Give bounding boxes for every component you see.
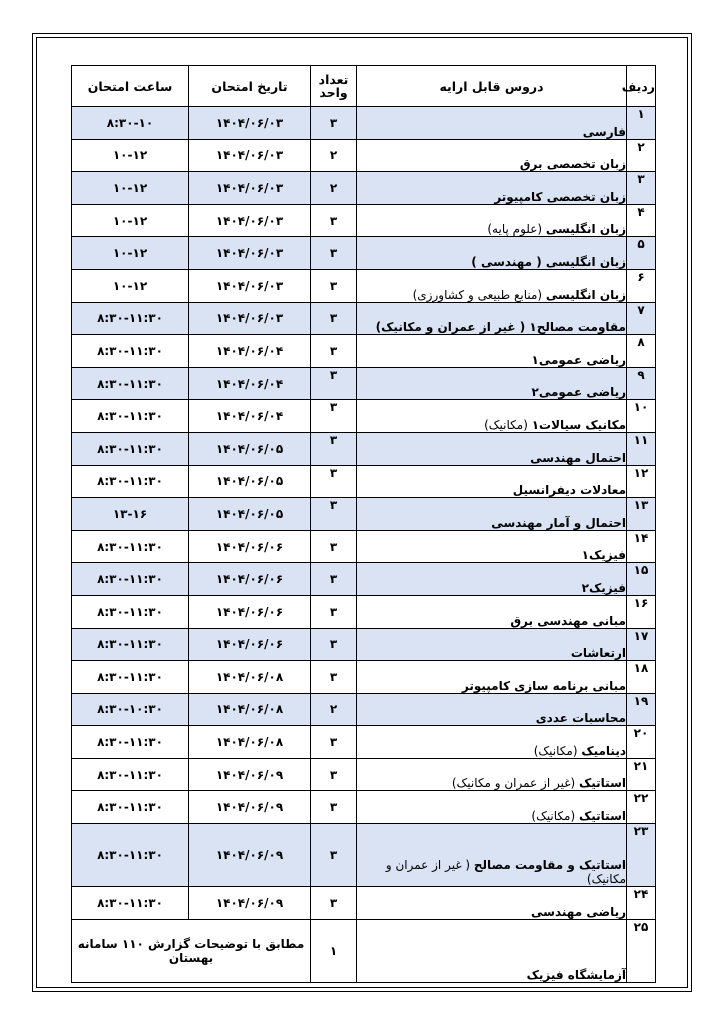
exam-time: ۸:۳۰-۱۱:۳۰ — [72, 335, 189, 368]
course-units: ۳ — [311, 204, 357, 237]
course-units: ۳ — [311, 661, 357, 694]
course-qualifier: (منابع طبیعی و کشاورزی) — [412, 287, 546, 302]
course-title: زبان تخصصی کامپیوتر — [494, 189, 626, 204]
course-qualifier: (علوم پایه) — [487, 222, 546, 237]
course-units: ۳ — [311, 498, 357, 531]
exam-time: ۸:۳۰-۱۱:۳۰ — [72, 824, 189, 887]
course-title: ارتعاشات — [570, 646, 626, 661]
table-row — [72, 726, 656, 759]
exam-time: ۸:۳۰-۱۱:۳۰ — [72, 563, 189, 596]
course-title: معادلات دیفرانسیل — [512, 483, 626, 498]
exam-time: ۱۰-۱۲ — [72, 269, 189, 302]
exam-time: ۸:۳۰-۱۰ — [72, 107, 189, 140]
exam-time: ۸:۳۰-۱۱:۳۰ — [72, 595, 189, 628]
exam-date: ۱۴۰۴/۰۶/۰۶ — [189, 563, 311, 596]
course-title: ریاضی عمومی۲ — [531, 385, 626, 400]
exam-time: ۸:۳۰-۱۱:۳۰ — [72, 726, 189, 759]
row-number: ۱ — [627, 107, 656, 140]
header-course: دروس قابل ارایه — [357, 66, 627, 107]
course-name — [357, 204, 627, 237]
exam-date: ۱۴۰۴/۰۶/۰۵ — [189, 432, 311, 465]
course-units: ۳ — [311, 269, 357, 302]
exam-time: ۸:۳۰-۱۱:۳۰ — [72, 758, 189, 791]
course-units: ۳ — [311, 335, 357, 368]
row-number: ۲۴ — [627, 887, 656, 920]
row-number: ۹ — [627, 367, 656, 400]
table-row — [72, 465, 656, 498]
course-name — [357, 595, 627, 628]
exam-date: ۱۴۰۴/۰۶/۰۳ — [189, 107, 311, 140]
course-qualifier: (مکانیک) — [484, 417, 532, 432]
course-name — [357, 367, 627, 400]
course-units: ۳ — [311, 628, 357, 661]
course-units: ۳ — [311, 400, 357, 433]
header-units-line1: تعداد — [318, 71, 349, 87]
exam-date: ۱۴۰۴/۰۶/۰۶ — [189, 530, 311, 563]
course-name — [357, 269, 627, 302]
course-name — [357, 661, 627, 694]
exam-date: ۱۴۰۴/۰۶/۰۹ — [189, 824, 311, 887]
course-title: زبان انگلیسی — [545, 287, 626, 302]
course-qualifier: (غیر از عمران و مکانیک) — [451, 776, 579, 791]
exam-time: ۱۰-۱۲ — [72, 172, 189, 205]
exam-date: ۱۴۰۴/۰۶/۰۸ — [189, 661, 311, 694]
course-name — [357, 139, 627, 172]
header-exam-date: تاریخ امتحان — [189, 66, 311, 107]
exam-date: ۱۴۰۴/۰۶/۰۳ — [189, 172, 311, 205]
course-units: ۳ — [311, 237, 357, 270]
exam-time: ۸:۳۰-۱۱:۳۰ — [72, 432, 189, 465]
course-title: زبان تخصصی برق — [519, 157, 626, 172]
course-title: استاتیک و مقاومت مصالح — [473, 858, 626, 873]
row-number: ۲۵ — [627, 919, 656, 982]
course-name — [357, 302, 627, 335]
course-name — [357, 887, 627, 920]
course-units: ۲ — [311, 172, 357, 205]
exam-time: ۸:۳۰-۱۱:۳۰ — [72, 530, 189, 563]
course-title: مبانی مهندسی برق — [510, 613, 626, 628]
course-title: مکانیک سیالات۱ — [531, 417, 626, 432]
table-row — [72, 367, 656, 400]
row-number: ۴ — [627, 204, 656, 237]
course-units: ۳ — [311, 824, 357, 887]
exam-note: مطابق با توضیحات گزارش ۱۱۰ سامانه بهستان — [72, 919, 311, 982]
course-name — [357, 335, 627, 368]
table-row — [72, 335, 656, 368]
course-units: ۳ — [311, 302, 357, 335]
course-name — [357, 172, 627, 205]
exam-date: ۱۴۰۴/۰۶/۰۸ — [189, 693, 311, 726]
course-name — [357, 400, 627, 433]
course-title: دینامیک — [581, 743, 626, 758]
course-title: احتمال و آمار مهندسی — [491, 515, 626, 530]
course-title: احتمال مهندسی — [530, 450, 626, 465]
exam-date: ۱۴۰۴/۰۶/۰۴ — [189, 400, 311, 433]
table-row — [72, 791, 656, 824]
course-units: ۲ — [311, 139, 357, 172]
exam-date: ۱۴۰۴/۰۶/۰۴ — [189, 335, 311, 368]
row-number: ۳ — [627, 172, 656, 205]
exam-time: ۸:۳۰-۱۱:۳۰ — [72, 400, 189, 433]
exam-time: ۸:۳۰-۱۱:۳۰ — [72, 791, 189, 824]
course-title: مبانی برنامه سازی کامپیوتر — [461, 678, 626, 693]
row-number: ۱۶ — [627, 595, 656, 628]
course-title: مقاومت مصالح۱ ( غیر از عمران و مکانیک) — [375, 320, 626, 335]
course-name — [357, 432, 627, 465]
course-title: محاسبات عددی — [535, 711, 626, 726]
row-number: ۷ — [627, 302, 656, 335]
row-number: ۱۹ — [627, 693, 656, 726]
table-row — [72, 139, 656, 172]
course-units: ۳ — [311, 367, 357, 400]
table-row — [72, 269, 656, 302]
table-row — [72, 530, 656, 563]
course-qualifier: ( غیر از عمران و مکانیک) — [385, 858, 626, 887]
exam-date: ۱۴۰۴/۰۶/۰۳ — [189, 237, 311, 270]
header-units — [311, 66, 357, 107]
exam-time: ۸:۳۰-۱۱:۳۰ — [72, 661, 189, 694]
course-title: فیزیک۱ — [581, 548, 626, 563]
course-title: استاتیک — [578, 776, 626, 791]
exam-date: ۱۴۰۴/۰۶/۰۵ — [189, 465, 311, 498]
course-title: ریاضی عمومی۱ — [531, 352, 626, 367]
course-title: زبان انگلیسی — [545, 222, 626, 237]
course-title: فارسی — [582, 124, 626, 139]
course-name — [357, 628, 627, 661]
row-number: ۲۳ — [627, 824, 656, 887]
row-number: ۱۴ — [627, 530, 656, 563]
row-number: ۸ — [627, 335, 656, 368]
header-units-line2: واحد — [319, 85, 348, 100]
course-units: ۲ — [311, 693, 357, 726]
exam-date: ۱۴۰۴/۰۶/۰۶ — [189, 628, 311, 661]
course-qualifier: (مکانیک) — [531, 809, 579, 824]
course-name — [357, 693, 627, 726]
course-title: ریاضی مهندسی — [531, 904, 626, 919]
course-name — [357, 530, 627, 563]
exam-time: ۱۳-۱۶ — [72, 498, 189, 531]
table-row-last — [72, 919, 656, 982]
row-number: ۵ — [627, 237, 656, 270]
row-number: ۲۲ — [627, 791, 656, 824]
exam-date: ۱۴۰۴/۰۶/۰۳ — [189, 269, 311, 302]
row-number: ۱۱ — [627, 432, 656, 465]
course-units: ۱ — [311, 919, 357, 982]
course-title: فیزیک۲ — [581, 580, 626, 595]
table-row — [72, 661, 656, 694]
course-units: ۳ — [311, 530, 357, 563]
table-row — [72, 107, 656, 140]
exam-time: ۱۰-۱۲ — [72, 237, 189, 270]
course-title: زبان انگلیسی ( مهندسی ) — [471, 254, 626, 269]
table-row — [72, 400, 656, 433]
course-name — [357, 791, 627, 824]
row-number: ۱۰ — [627, 400, 656, 433]
table-row — [72, 172, 656, 205]
exam-date: ۱۴۰۴/۰۶/۰۹ — [189, 758, 311, 791]
exam-time: ۸:۳۰-۱۱:۳۰ — [72, 628, 189, 661]
row-number: ۱۵ — [627, 563, 656, 596]
course-name — [357, 465, 627, 498]
exam-date: ۱۴۰۴/۰۶/۰۹ — [189, 887, 311, 920]
row-number: ۱۷ — [627, 628, 656, 661]
course-name — [357, 498, 627, 531]
exam-time: ۸:۳۰-۱۱:۳۰ — [72, 367, 189, 400]
table-row — [72, 887, 656, 920]
exam-date: ۱۴۰۴/۰۶/۰۵ — [189, 498, 311, 531]
course-name — [357, 824, 627, 887]
course-name — [357, 726, 627, 759]
table-row — [72, 204, 656, 237]
table-row — [72, 824, 656, 887]
table-row — [72, 498, 656, 531]
row-number: ۱۲ — [627, 465, 656, 498]
course-units: ۳ — [311, 107, 357, 140]
table-row — [72, 563, 656, 596]
row-number: ۲۰ — [627, 726, 656, 759]
table-row — [72, 693, 656, 726]
course-title: استاتیک — [578, 809, 626, 824]
course-units: ۳ — [311, 432, 357, 465]
exam-time: ۸:۳۰-۱۱:۳۰ — [72, 302, 189, 335]
exam-date: ۱۴۰۴/۰۶/۰۳ — [189, 302, 311, 335]
exam-time: ۸:۳۰-۱۰:۳۰ — [72, 693, 189, 726]
exam-date: ۱۴۰۴/۰۶/۰۹ — [189, 791, 311, 824]
row-number: ۲ — [627, 139, 656, 172]
exam-date: ۱۴۰۴/۰۶/۰۴ — [189, 367, 311, 400]
header-row-number: ردیف — [627, 66, 656, 107]
exam-time: ۱۰-۱۲ — [72, 139, 189, 172]
row-number: ۱۸ — [627, 661, 656, 694]
header-exam-time: ساعت امتحان — [72, 66, 189, 107]
table-row — [72, 628, 656, 661]
course-name — [357, 237, 627, 270]
row-number: ۱۳ — [627, 498, 656, 531]
exam-date: ۱۴۰۴/۰۶/۰۶ — [189, 595, 311, 628]
exam-date: ۱۴۰۴/۰۶/۰۸ — [189, 726, 311, 759]
exam-schedule-table — [71, 65, 656, 983]
course-name — [357, 107, 627, 140]
course-units: ۳ — [311, 465, 357, 498]
row-number: ۶ — [627, 269, 656, 302]
table-row — [72, 758, 656, 791]
exam-date: ۱۴۰۴/۰۶/۰۳ — [189, 139, 311, 172]
row-number: ۲۱ — [627, 758, 656, 791]
course-units: ۳ — [311, 887, 357, 920]
course-qualifier: (مکانیک) — [533, 743, 582, 758]
course-name — [357, 563, 627, 596]
exam-date: ۱۴۰۴/۰۶/۰۳ — [189, 204, 311, 237]
table-row — [72, 237, 656, 270]
course-units: ۳ — [311, 791, 357, 824]
course-units: ۳ — [311, 595, 357, 628]
header-row — [72, 66, 656, 107]
table-row — [72, 302, 656, 335]
course-name: آزمایشگاه فیزیک — [357, 919, 627, 982]
course-units: ۳ — [311, 758, 357, 791]
exam-time: ۸:۳۰-۱۱:۳۰ — [72, 887, 189, 920]
exam-time: ۱۰-۱۲ — [72, 204, 189, 237]
exam-time: ۸:۳۰-۱۱:۳۰ — [72, 465, 189, 498]
course-name — [357, 758, 627, 791]
table-row — [72, 595, 656, 628]
course-units: ۳ — [311, 726, 357, 759]
table-row — [72, 432, 656, 465]
course-units: ۳ — [311, 563, 357, 596]
